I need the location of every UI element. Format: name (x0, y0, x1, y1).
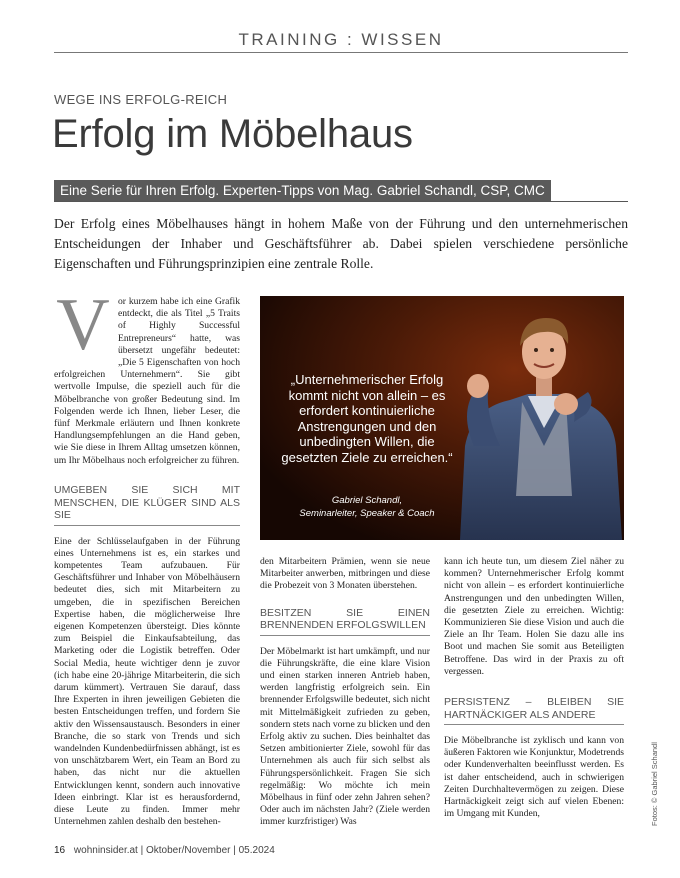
footer-info: wohninsider.at | Oktober/November | 05.2024 (73, 845, 275, 856)
section-header (54, 30, 628, 50)
page-footer (54, 845, 275, 856)
series-banner (54, 180, 628, 202)
photo-credit: Fotos: © Gabriel Schandl (650, 742, 659, 826)
article-title: Erfolg im Möbelhaus (52, 112, 413, 156)
section-label: TRAINING : WISSEN (238, 30, 444, 49)
subheading-team: UMGEBEN SIE SICH MIT MENSCHEN, DIE KLÜGER SIND ALS SIE (54, 484, 240, 526)
subheading-erfolgswille: BESITZEN SIE EINEN BRENNENDEN ERFOLGSWILLEN (260, 607, 430, 636)
persistenz-paragraph: Die Möbelbranche ist zyklisch und kann von äußeren Faktoren wie Konjunktur, Modetrends oder Kundenverhalten beeinflusst werden. Es ist daher entscheidend, auch in schwierigen Zeiten Durchhaltevermögen zu zeigen. Diese Hartnäckigkeit zeigt sich auf vielen Ebenen: im Umgang mit Kunden, (444, 735, 624, 820)
quote-author-role: Seminarleiter, Speaker & Coach (299, 508, 435, 519)
drop-cap: V (56, 284, 110, 366)
pull-quote: „Unternehmerischer Erfolg kommt nicht von allein – es erfordert kontinuierliche Anstrengungen und den unbedingten Willen, die gesetzten Ziele zu erreichen.“ (281, 372, 453, 465)
series-label: Eine Serie für Ihren Erfolg. Experten-Tipps von Mag. Gabriel Schandl, CSP, CMC (54, 180, 551, 201)
erfolgswille-paragraph: Der Möbelmarkt ist hart umkämpft, und nur die Führungskräfte, die eine klare Vision und einen starken inneren Antrieb haben, werden langfristig erfolgreich sein. Ein brennender Erfolgswille bedeutet, sich nicht mit Mittelmäßigkeit zufrieden zu geben, sondern stets nach vorne zu blicken und den Erfolg aktiv zu suchen. Dies beinhaltet das Setzen ambitionierter Ziele, sowohl für das Unternehmen als auch für sich selbst als Führungspersönlichkeit. Fragen Sie sich regelmäßig: Wo möchte ich mein Möbelhaus in fünf oder zehn Jahren sehen? Oder auch im nächsten Jahr? (Ziele werden immer kurzfristiger) Was (260, 645, 430, 828)
column-3 (444, 556, 624, 820)
column-2 (260, 556, 430, 829)
header-divider (54, 52, 628, 53)
article-lead: Der Erfolg eines Möbelhauses hängt in hohem Maße von der Führung und den unternehmerischen Entscheidungen der Inhaber und Geschäftsführer ab. Dabei spielen verschiedene persönliche Eigenschaften und Führungsprinzipien eine zentrale Rolle. (54, 216, 628, 271)
speaker-photo (260, 296, 624, 540)
subheading-persistenz: PERSISTENZ – BLEIBEN SIE HARTNÄCKIGER ALS ANDERE (444, 696, 624, 725)
team-paragraph: Eine der Schlüsselaufgaben in der Führung eines Unternehmens ist es, ein starkes und kompetentes Team aufzubauen. Für Geschäftsführer und Inhaber von Möbelhäusern bedeutet dies, sich mit Mitarbeitern zu umgeben, die in spezifischen Bereichen Expertise haben, die möglicherweise Ihre eigenen Kompetenzen übersteigt. Dies könnte zum Beispiel die Einkaufsabteilung, das Marketing oder die Logistik betreffen. Oder Social Media, heute wichtiger denn je zuvor (ich habe eine 20-jährige Mitarbeiterin, die sich darum kümmert). Vertrauen Sie darauf, dass Ihre Experten in ihren jeweiligen Gebieten die besten Entscheidungen treffen, und fordern Sie aktiv den Wissensaustausch. Besonders in einer Branche, die so stark von Trends und sich wandelnden Kundenbedürfnissen abhängt, ist es von unschätzbarem Wert, ein Team an Bord zu haben, das nicht nur die aktuellen Entwicklungen kennt, sondern auch innovative Ideen einbringt. Klar ist es herausfordernd, diese Leute zu finden. Immer mehr Unternehmen zahlen deshalb den bestehen- (54, 535, 240, 828)
quote-author (270, 494, 464, 520)
column-1-lower (54, 484, 240, 828)
intro-paragraph: or kurzem habe ich eine Grafik entdeckt, die als Titel „5 Traits of Highly Successful Entrepreneurs“ hatte, was übersetzt ungefähr bedeutet: „Die 5 Eigenschaften von hoch erfolgreichen Unternehmern“. Sie gibt wertvolle Impulse, die speziell auch für die Möbelbranche von großer Bedeutung sind. Im Folgenden werde ich Ihnen, lieber Leser, die fünf Merkmale erläutern und Ihnen konkrete Handlungsempfehlungen an die Hand geben, wie Sie diese in Ihrem Alltag umsetzen können, um Ihr Möbelhaus noch erfolgreicher zu führen. (54, 296, 240, 466)
vision-paragraph: kann ich heute tun, um diesem Ziel näher zu kommen? Unternehmerischer Erfolg kommt nicht von allein – es erfordert kontinuierliche Anstrengungen und den unbedingten Willen, die gesetzten Ziele zu erreichen. Wichtig: Kommunizieren Sie diese Vision und auch die Ziele an Ihr Team. Holen Sie dazu alle ins Boot und machen Sie somit aus Beteiligten Betroffene. Das wird in der Praxis zu oft vergessen. (444, 556, 624, 677)
page-number: 16 (54, 845, 66, 856)
bonus-paragraph: den Mitarbeitern Prämien, wenn sie neue Mitarbeiter anwerben, mitbringen und diese die Probezeit von 3 Monaten überstehen. (260, 556, 430, 592)
column-1 (54, 284, 240, 467)
quote-author-name: Gabriel Schandl, (331, 495, 403, 506)
article-kicker: WEGE INS ERFOLG-REICH (54, 92, 228, 107)
